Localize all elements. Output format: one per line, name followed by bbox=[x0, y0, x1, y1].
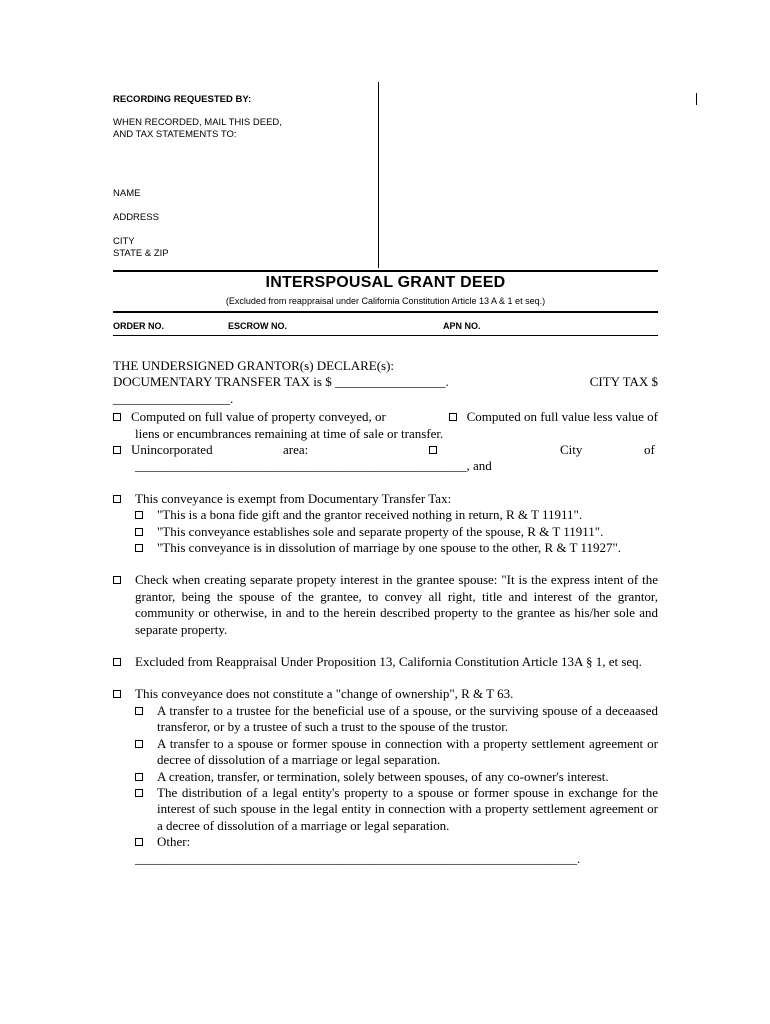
former-spouse-item bbox=[113, 736, 658, 769]
trustee-text: A transfer to a trustee for the beneficial use of a spouse, or the surviving spouse of a deceaased transferor, or by a trustee of such a trust to the spouse of the trustor. bbox=[157, 702, 658, 735]
exempt-sole-text: "This conveyance establishes sole and separate property of the spouse, R & T 11911". bbox=[157, 523, 604, 539]
name-label: NAME bbox=[113, 188, 141, 199]
computed-full-text: Computed on full value of property conveyed, or bbox=[131, 409, 386, 425]
document-subtitle: (Excluded from reappraisal under California Constitution Article 13 A & 1 et seq.) bbox=[225, 296, 546, 306]
computed-continued: liens or encumbrances remaining at time of sale or transfer. bbox=[135, 425, 444, 441]
other-checkbox[interactable] bbox=[135, 838, 143, 846]
other-item bbox=[113, 834, 658, 850]
deed-body bbox=[113, 358, 658, 867]
exempt-dissolution-item bbox=[113, 540, 658, 556]
separate-interest-checkbox[interactable] bbox=[113, 576, 121, 584]
recording-divider bbox=[378, 82, 379, 268]
declare-line: THE UNDERSIGNED GRANTOR(s) DECLARE(s): bbox=[113, 358, 395, 373]
former-spouse-text: A transfer to a spouse or former spouse in connection with a property settlement agreement or decree of dissolution of a marriage or legal separation. bbox=[157, 735, 658, 768]
unincorporated-text: Unincorporated bbox=[131, 442, 213, 458]
trustee-item bbox=[113, 703, 658, 736]
computed-full-checkbox[interactable] bbox=[113, 413, 121, 421]
co-owner-checkbox[interactable] bbox=[135, 773, 143, 781]
exempt-dissolution-checkbox[interactable] bbox=[135, 544, 143, 552]
no-change-checkbox[interactable] bbox=[113, 690, 121, 698]
former-spouse-checkbox[interactable] bbox=[135, 740, 143, 748]
exempt-text: This conveyance is exempt from Documentary Transfer Tax: bbox=[135, 490, 452, 506]
prop13-checkbox[interactable] bbox=[113, 658, 121, 666]
title-top-rule bbox=[113, 270, 658, 272]
order-no-label: ORDER NO. bbox=[113, 321, 165, 331]
city-of-city-text: City bbox=[560, 442, 583, 458]
exempt-gift-text: "This is a bona fide gift and the grantor received nothing in return, R & T 11911". bbox=[157, 507, 583, 523]
document-title: INTERSPOUSAL GRANT DEED bbox=[265, 274, 506, 291]
city-label: CITY bbox=[113, 236, 135, 247]
meta-rule bbox=[113, 335, 658, 336]
prop13-text: Excluded from Reappraisal Under Proposition 13, California Constitution Article 13A § 1, et seq. bbox=[135, 654, 642, 670]
city-of-checkbox[interactable] bbox=[429, 446, 437, 454]
other-text: Other: bbox=[157, 834, 191, 850]
computed-line bbox=[113, 409, 658, 425]
no-change-item bbox=[113, 686, 658, 702]
exempt-item bbox=[113, 491, 658, 507]
unincorporated-checkbox[interactable] bbox=[113, 446, 121, 454]
exempt-checkbox[interactable] bbox=[113, 495, 121, 503]
apn-no-label: APN NO. bbox=[443, 321, 481, 331]
unincorporated-line bbox=[113, 442, 658, 458]
city-of-of-text: of bbox=[644, 442, 655, 458]
mail-to-line-2: AND TAX STATEMENTS TO: bbox=[113, 129, 237, 140]
area-text: area: bbox=[283, 442, 309, 458]
doc-tax-continued: __________________. bbox=[113, 390, 234, 406]
doc-tax-line bbox=[113, 374, 658, 390]
address-label: ADDRESS bbox=[113, 212, 159, 223]
title-bottom-rule bbox=[113, 311, 658, 313]
corner-tick-mark bbox=[696, 93, 697, 105]
and-line: ___________________________________________________, and bbox=[135, 458, 492, 474]
doc-tax-text: DOCUMENTARY TRANSFER TAX is $ _________________. bbox=[113, 374, 449, 390]
co-owner-text: A creation, transfer, or termination, solely between spouses, of any co-owner's interest. bbox=[157, 768, 609, 784]
escrow-no-label: ESCROW NO. bbox=[228, 321, 288, 331]
state-zip-label: STATE & ZIP bbox=[113, 248, 169, 259]
distribution-text: The distribution of a legal entity's property to a spouse or former spouse in exchange for the interest of such spouse in the legal entity in connection with a property settlement agreement or a decree of dissolution of a marriage or legal separation. bbox=[157, 784, 658, 833]
exempt-gift-checkbox[interactable] bbox=[135, 511, 143, 519]
prop13-item bbox=[113, 654, 658, 670]
computed-less-checkbox[interactable] bbox=[449, 413, 457, 421]
city-tax-text: CITY TAX $ bbox=[589, 374, 658, 390]
exempt-dissolution-text: "This conveyance is in dissolution of marriage by one spouse to the other, R & T 11927". bbox=[157, 540, 622, 556]
exempt-sole-item bbox=[113, 524, 658, 540]
mail-to-line-1: WHEN RECORDED, MAIL THIS DEED, bbox=[113, 117, 282, 128]
co-owner-item bbox=[113, 769, 658, 785]
exempt-sole-checkbox[interactable] bbox=[135, 528, 143, 536]
no-change-text: This conveyance does not constitute a "change of ownership", R & T 63. bbox=[135, 686, 514, 702]
recording-requested-by: RECORDING REQUESTED BY: bbox=[113, 94, 252, 105]
distribution-item bbox=[113, 785, 658, 834]
separate-interest-text: Check when creating separate propety interest in the grantee spouse: "It is the express intent of the grantor, being the spouse of the grantee, to convey all right, title and interest of the grantor, community or otherwise, in and to the herein described property to the grantee as his/her sole and separate property. bbox=[135, 572, 658, 637]
exempt-gift-item bbox=[113, 507, 658, 523]
computed-less-text: Computed on full value less value of bbox=[466, 409, 658, 425]
other-line: ____________________________________________________________________. bbox=[135, 850, 581, 866]
distribution-checkbox[interactable] bbox=[135, 789, 143, 797]
separate-interest-item bbox=[113, 572, 658, 638]
trustee-checkbox[interactable] bbox=[135, 707, 143, 715]
